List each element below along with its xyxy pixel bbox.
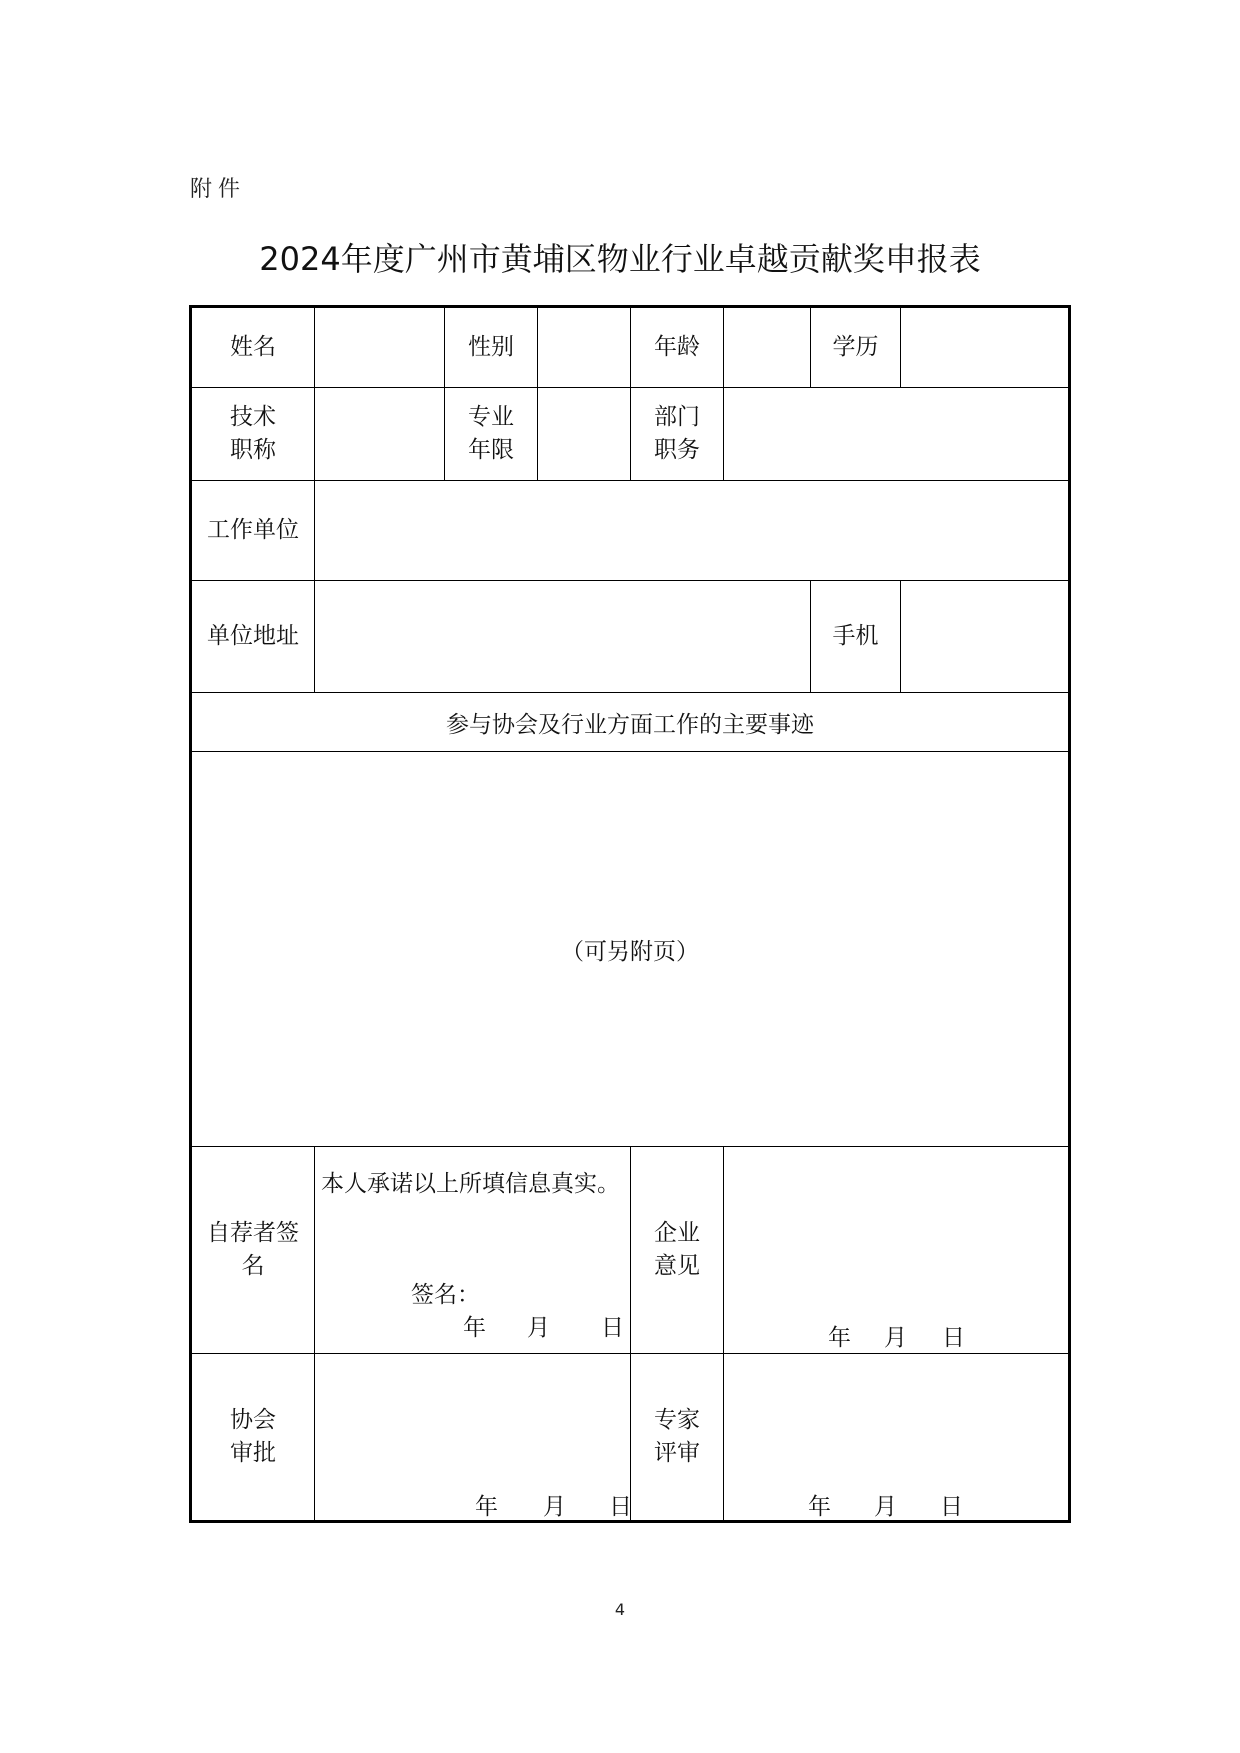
row-address [191, 581, 1070, 693]
date-month: 月 [874, 1494, 897, 1520]
association-label-line1: 协会 [230, 1407, 276, 1433]
row-signatures [191, 1147, 1070, 1354]
self-sign-label-line2: 名 [241, 1253, 265, 1279]
address-label: 单位地址 [191, 581, 315, 693]
gender-field[interactable] [538, 307, 631, 388]
dept-position-label-line1: 部门 [654, 404, 700, 430]
self-sign-field[interactable] [315, 1147, 631, 1354]
achievements-field[interactable] [191, 752, 1070, 1147]
age-label: 年龄 [631, 307, 724, 388]
association-date [475, 1488, 632, 1521]
row-achievements-body [191, 752, 1070, 1147]
expert-field[interactable] [724, 1354, 1070, 1522]
signature-label: 签名： [411, 1282, 480, 1308]
employer-label: 工作单位 [191, 481, 315, 581]
employer-field[interactable] [315, 481, 1070, 581]
tech-title-label-line1: 技术 [230, 404, 276, 430]
row-achievements-header [191, 693, 1070, 752]
education-label: 学历 [811, 307, 901, 388]
enterprise-opinion-label-line1: 企业 [654, 1220, 700, 1246]
date-year: 年 [463, 1315, 486, 1341]
date-year: 年 [828, 1325, 851, 1351]
address-field[interactable] [315, 581, 811, 693]
date-day: 日 [940, 1494, 963, 1520]
date-month: 月 [884, 1325, 907, 1351]
phone-label: 手机 [811, 581, 901, 693]
page-number: 4 [614, 1600, 626, 1619]
self-sign-label-line1: 自荐者签 [207, 1220, 299, 1246]
self-sign-label [191, 1147, 315, 1354]
experience-field[interactable] [538, 388, 631, 481]
gender-label: 性别 [445, 307, 538, 388]
date-year: 年 [808, 1494, 831, 1520]
commitment-text: 本人承诺以上所填信息真实。 [321, 1171, 620, 1197]
experience-label-line1: 专业 [468, 404, 514, 430]
attachment-label: 附件 [190, 177, 247, 202]
date-year: 年 [475, 1494, 498, 1520]
attach-note: （可另附页） [561, 938, 699, 965]
date-day: 日 [601, 1315, 624, 1341]
self-sign-date [463, 1309, 624, 1342]
application-form [189, 305, 1071, 1523]
row-approvals [191, 1354, 1070, 1522]
form-title: 2024年度广州市黄埔区物业行业卓越贡献奖申报表 [259, 240, 981, 278]
age-field[interactable] [724, 307, 811, 388]
date-month: 月 [543, 1494, 566, 1520]
achievements-header: 参与协会及行业方面工作的主要事迹 [191, 693, 1070, 752]
enterprise-date [828, 1319, 965, 1352]
row-basic-info [191, 307, 1070, 388]
association-label [191, 1354, 315, 1522]
dept-position-label [631, 388, 724, 481]
expert-label [631, 1354, 724, 1522]
date-day: 日 [942, 1325, 965, 1351]
tech-title-field[interactable] [315, 388, 445, 481]
name-field[interactable] [315, 307, 445, 388]
association-label-line2: 审批 [230, 1440, 276, 1466]
experience-label [445, 388, 538, 481]
tech-title-label-line2: 职称 [230, 437, 276, 463]
enterprise-opinion-field[interactable] [724, 1147, 1070, 1354]
dept-position-label-line2: 职务 [654, 437, 700, 463]
dept-position-field[interactable] [724, 388, 1070, 481]
association-field[interactable] [315, 1354, 631, 1522]
expert-label-line2: 评审 [654, 1440, 700, 1466]
enterprise-opinion-label-line2: 意见 [654, 1253, 700, 1279]
expert-label-line1: 专家 [654, 1407, 700, 1433]
tech-title-label [191, 388, 315, 481]
date-month: 月 [527, 1315, 550, 1341]
expert-date [808, 1488, 963, 1521]
name-label: 姓名 [191, 307, 315, 388]
experience-label-line2: 年限 [468, 437, 514, 463]
phone-field[interactable] [901, 581, 1070, 693]
enterprise-opinion-label [631, 1147, 724, 1354]
row-employer [191, 481, 1070, 581]
date-day: 日 [609, 1494, 632, 1520]
row-professional-info [191, 388, 1070, 481]
education-field[interactable] [901, 307, 1070, 388]
